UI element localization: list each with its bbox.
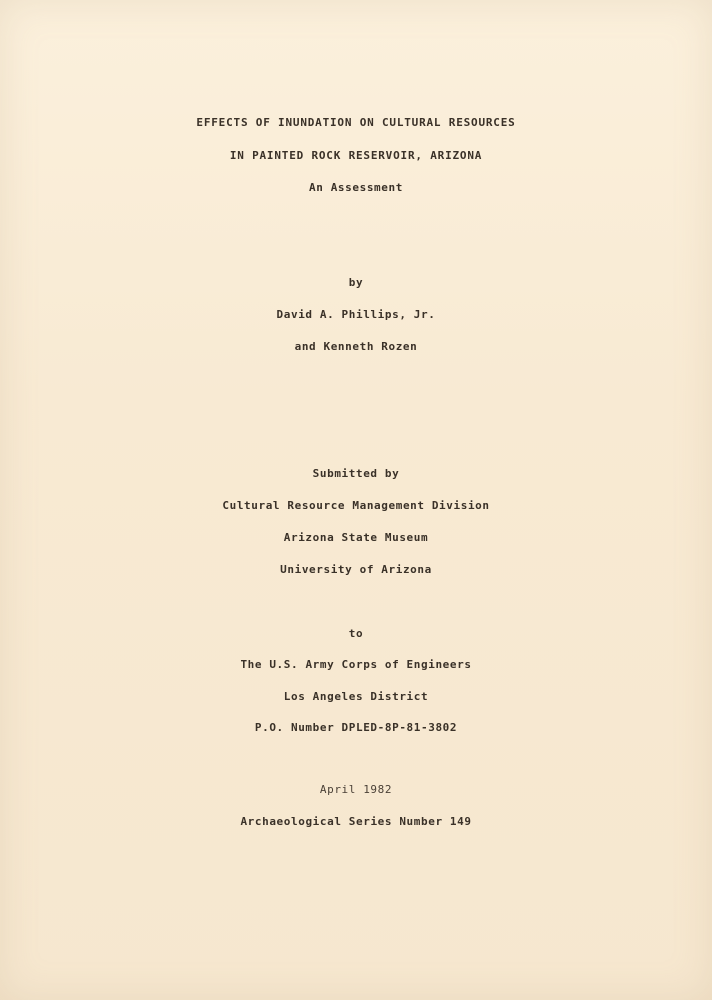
district-name: Los Angeles District xyxy=(283,690,429,703)
museum-name: Arizona State Museum xyxy=(283,531,429,544)
university-name: University of Arizona xyxy=(280,563,432,576)
to-label: to xyxy=(348,627,364,640)
subtitle: An Assessment xyxy=(309,181,403,194)
title-line-2: IN PAINTED ROCK RESERVOIR, ARIZONA xyxy=(229,149,483,162)
title-line-1: EFFECTS OF INUNDATION ON CULTURAL RESOURCES xyxy=(196,116,516,129)
series-number: Archaeological Series Number 149 xyxy=(240,815,472,828)
agency-name: The U.S. Army Corps of Engineers xyxy=(240,658,472,671)
division-name: Cultural Resource Management Division xyxy=(222,499,490,512)
by-label: by xyxy=(348,276,364,289)
po-number: P.O. Number DPLED-8P-81-3802 xyxy=(254,721,458,734)
author-2: and Kenneth Rozen xyxy=(294,340,418,353)
submitted-by-label: Submitted by xyxy=(312,467,400,480)
author-1: David A. Phillips, Jr. xyxy=(276,308,436,321)
publication-date: April 1982 xyxy=(319,783,393,796)
